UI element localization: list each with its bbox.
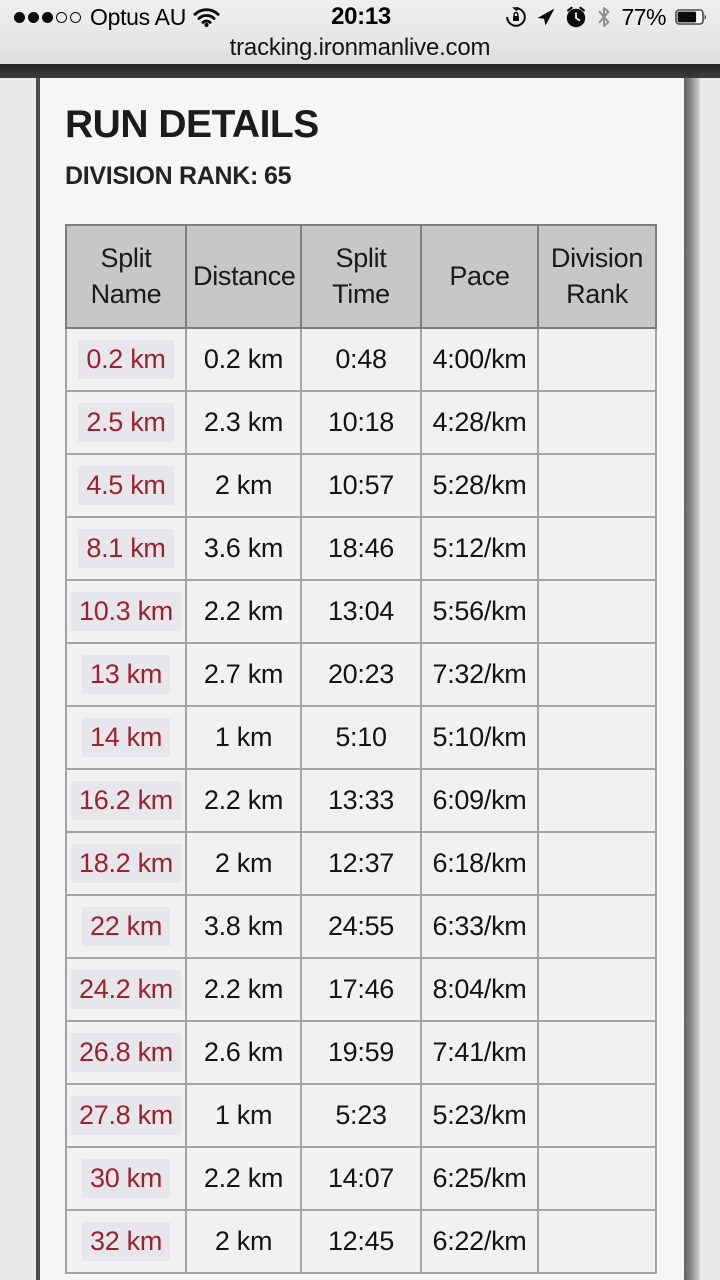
division-rank: [65, 162, 684, 191]
table-row: [66, 454, 656, 517]
division-rank-cell: [538, 769, 656, 832]
pace-cell: 7:32/km: [421, 643, 538, 706]
split-time-cell: 24:55: [301, 895, 421, 958]
table-row: [66, 706, 656, 769]
table-row: [66, 580, 656, 643]
pace-cell: 5:12/km: [421, 517, 538, 580]
pace-cell: 8:04/km: [421, 958, 538, 1021]
distance-cell: 0.2 km: [186, 328, 301, 391]
split-time-cell: 14:07: [301, 1147, 421, 1210]
split-name-cell: [66, 1021, 186, 1084]
header-row: [66, 225, 656, 328]
division-rank-cell: [538, 895, 656, 958]
table-row: [66, 643, 656, 706]
split-name-cell: [66, 769, 186, 832]
distance-cell: 2.6 km: [186, 1021, 301, 1084]
page-top-bar: [0, 64, 720, 78]
table-row: [66, 832, 656, 895]
pace-cell: 6:33/km: [421, 895, 538, 958]
distance-cell: 2 km: [186, 454, 301, 517]
pace-cell: 4:28/km: [421, 391, 538, 454]
pace-cell: 5:56/km: [421, 580, 538, 643]
split-time-cell: 0:48: [301, 328, 421, 391]
distance-cell: 2.2 km: [186, 769, 301, 832]
split-time-cell: 17:46: [301, 958, 421, 1021]
location-icon: [536, 7, 556, 27]
status-bar-right: [391, 4, 708, 31]
split-time-cell: 10:18: [301, 391, 421, 454]
split-name-cell: [66, 706, 186, 769]
split-time-cell: 13:04: [301, 580, 421, 643]
table-row: [66, 769, 656, 832]
bluetooth-icon: [596, 6, 612, 28]
url-bar[interactable]: [0, 32, 720, 64]
division-rank-cell: [538, 706, 656, 769]
split-time-cell: 12:37: [301, 832, 421, 895]
page-right-shadow: [684, 78, 700, 1280]
signal-dot: [70, 12, 81, 23]
distance-cell: 2 km: [186, 1210, 301, 1273]
signal-dot: [42, 12, 53, 23]
distance-cell: 3.8 km: [186, 895, 301, 958]
distance-cell: 2.7 km: [186, 643, 301, 706]
split-name-link[interactable]: 16.2 km: [71, 781, 181, 820]
split-name-cell: [66, 958, 186, 1021]
signal-dot: [14, 12, 25, 23]
status-clock: 20:13: [331, 3, 391, 30]
column-header: Distance: [186, 225, 301, 328]
split-name-cell: [66, 832, 186, 895]
split-name-link[interactable]: 0.2 km: [78, 340, 173, 379]
url-text: tracking.ironmanlive.com: [229, 34, 491, 61]
split-name-link[interactable]: 30 km: [82, 1159, 170, 1198]
division-rank-cell: [538, 580, 656, 643]
browser-viewport[interactable]: [0, 78, 720, 1280]
table-row: [66, 958, 656, 1021]
division-rank-label: DIVISION RANK:: [65, 161, 259, 190]
split-name-link[interactable]: 26.8 km: [71, 1033, 181, 1072]
status-bar: [0, 0, 720, 32]
wifi-icon: [193, 7, 220, 27]
split-time-cell: 13:33: [301, 769, 421, 832]
division-rank-cell: [538, 1147, 656, 1210]
column-header: Split Time: [301, 225, 421, 328]
pace-cell: 6:25/km: [421, 1147, 538, 1210]
distance-cell: 3.6 km: [186, 517, 301, 580]
alarm-icon: [565, 6, 587, 28]
table-row: [66, 1210, 656, 1273]
split-name-cell: [66, 517, 186, 580]
division-rank-cell: [538, 391, 656, 454]
cell-signal-dots: [14, 12, 81, 23]
browser-chrome: [0, 0, 720, 64]
division-rank-cell: [538, 832, 656, 895]
division-rank-cell: [538, 517, 656, 580]
split-name-link[interactable]: 22 km: [82, 907, 170, 946]
table-header: [66, 225, 656, 328]
table-row: [66, 895, 656, 958]
division-rank-cell: [538, 454, 656, 517]
split-name-link[interactable]: 13 km: [82, 655, 170, 694]
split-name-cell: [66, 1084, 186, 1147]
distance-cell: 2 km: [186, 832, 301, 895]
split-name-cell: [66, 454, 186, 517]
split-name-link[interactable]: 2.5 km: [78, 403, 173, 442]
distance-cell: 2.3 km: [186, 391, 301, 454]
split-time-cell: 19:59: [301, 1021, 421, 1084]
table-row: [66, 1084, 656, 1147]
split-time-cell: 20:23: [301, 643, 421, 706]
split-time-cell: 12:45: [301, 1210, 421, 1273]
split-name-link[interactable]: 32 km: [82, 1222, 170, 1261]
split-name-link[interactable]: 14 km: [82, 718, 170, 757]
split-time-cell: 10:57: [301, 454, 421, 517]
pace-cell: 6:09/km: [421, 769, 538, 832]
division-rank-value: 65: [264, 161, 292, 190]
division-rank-cell: [538, 328, 656, 391]
splits-table: [65, 224, 657, 1274]
status-bar-left: [14, 4, 331, 31]
division-rank-cell: [538, 1210, 656, 1273]
table-row: [66, 391, 656, 454]
split-name-cell: [66, 391, 186, 454]
distance-cell: 2.2 km: [186, 580, 301, 643]
pace-cell: 7:41/km: [421, 1021, 538, 1084]
carrier-label: Optus AU: [90, 3, 187, 30]
split-name-link[interactable]: 18.2 km: [71, 844, 181, 883]
split-name-cell: [66, 895, 186, 958]
split-name-link[interactable]: 4.5 km: [78, 466, 173, 505]
rotation-lock-icon: [505, 6, 527, 28]
column-header: Split Name: [66, 225, 186, 328]
split-name-link[interactable]: 10.3 km: [71, 592, 181, 631]
table-row: [66, 328, 656, 391]
pace-cell: 5:23/km: [421, 1084, 538, 1147]
table-row: [66, 1147, 656, 1210]
distance-cell: 1 km: [186, 706, 301, 769]
table-row: [66, 517, 656, 580]
column-header: Division Rank: [538, 225, 656, 328]
battery-icon: [675, 9, 708, 25]
pace-cell: 5:28/km: [421, 454, 538, 517]
table-body: [66, 328, 656, 1273]
split-name-cell: [66, 580, 186, 643]
signal-dot: [28, 12, 39, 23]
split-name-cell: [66, 1147, 186, 1210]
pace-cell: 5:10/km: [421, 706, 538, 769]
split-name-cell: [66, 1210, 186, 1273]
battery-percent: 77%: [621, 3, 667, 30]
page-title: RUN DETAILS: [65, 103, 319, 146]
split-time-cell: 5:23: [301, 1084, 421, 1147]
split-name-link[interactable]: 24.2 km: [71, 970, 181, 1009]
division-rank-cell: [538, 1021, 656, 1084]
column-header: Pace: [421, 225, 538, 328]
distance-cell: 2.2 km: [186, 1147, 301, 1210]
split-name-link[interactable]: 8.1 km: [78, 529, 173, 568]
division-rank-cell: [538, 958, 656, 1021]
division-rank-cell: [538, 1084, 656, 1147]
distance-cell: 1 km: [186, 1084, 301, 1147]
split-name-cell: [66, 643, 186, 706]
pace-cell: 4:00/km: [421, 328, 538, 391]
table-row: [66, 1021, 656, 1084]
distance-cell: 2.2 km: [186, 958, 301, 1021]
split-name-cell: [66, 328, 186, 391]
pace-cell: 6:22/km: [421, 1210, 538, 1273]
split-time-cell: 18:46: [301, 517, 421, 580]
division-rank-cell: [538, 643, 656, 706]
signal-dot: [56, 12, 67, 23]
split-time-cell: 5:10: [301, 706, 421, 769]
split-name-link[interactable]: 27.8 km: [71, 1096, 181, 1135]
pace-cell: 6:18/km: [421, 832, 538, 895]
web-page: [36, 78, 684, 1280]
